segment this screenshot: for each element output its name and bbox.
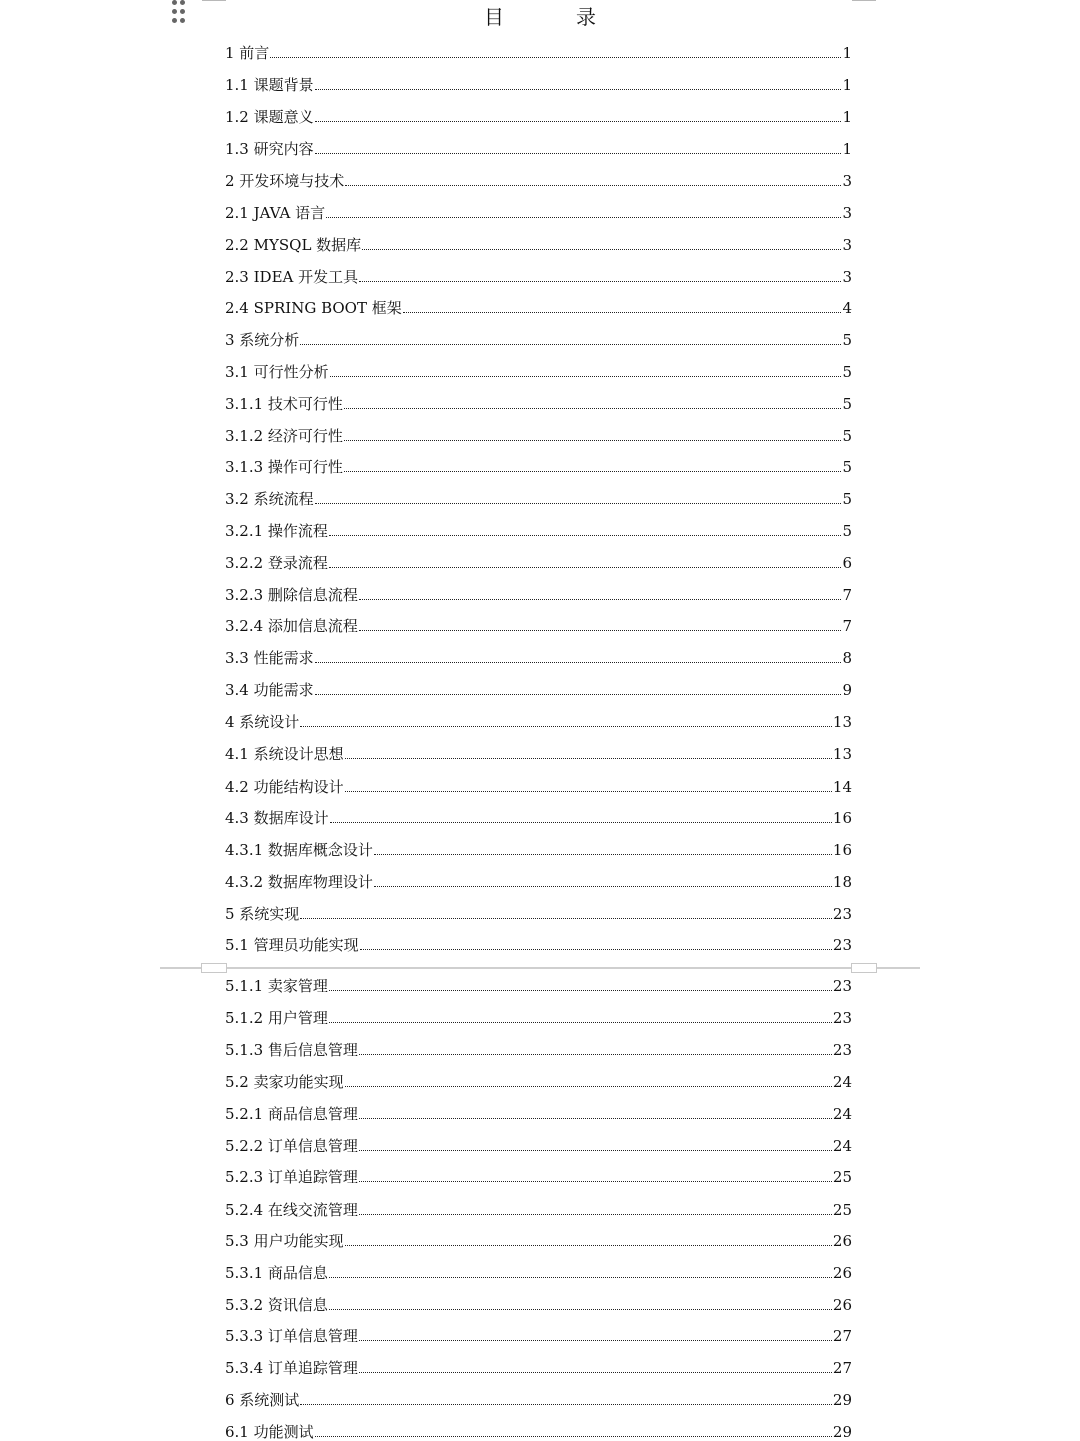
toc-entry[interactable] [225, 1294, 852, 1314]
toc-entry-label: 1.2 课题意义 [225, 108, 314, 126]
toc-page-number: 23 [832, 977, 852, 995]
toc-entry[interactable] [225, 743, 852, 763]
toc-entry[interactable] [225, 520, 852, 540]
toc-entry-label: 3.4 功能需求 [225, 681, 314, 699]
toc-entry-label: 6.1 功能测试 [225, 1423, 314, 1441]
toc-entry[interactable] [225, 393, 852, 413]
toc-dot-leader [330, 375, 842, 377]
toc-page-number: 23 [832, 936, 852, 954]
toc-dot-leader [326, 216, 841, 218]
toc-entry[interactable] [225, 488, 852, 508]
toc-dot-leader [315, 693, 842, 695]
toc-entry-label: 3.1.3 操作可行性 [225, 458, 343, 476]
toc-dot-leader [359, 1053, 832, 1055]
toc-page-number: 16 [832, 809, 852, 827]
toc-dot-leader [359, 1180, 832, 1182]
toc-entry-label: 1 前言 [225, 44, 270, 62]
toc-dot-leader [300, 725, 832, 727]
toc-page-number: 3 [842, 172, 852, 190]
toc-page-number: 6 [842, 554, 852, 572]
toc-entry[interactable] [225, 1262, 852, 1282]
toc-page-number: 13 [832, 713, 852, 731]
toc-page-number: 23 [832, 1041, 852, 1059]
toc-entry-label: 4.3.1 数据库概念设计 [225, 841, 373, 859]
toc-dot-leader [362, 248, 841, 250]
toc-entry[interactable] [225, 202, 852, 222]
toc-page-number: 5 [842, 331, 852, 349]
toc-dot-leader [345, 1085, 832, 1087]
toc-page-number: 23 [832, 905, 852, 923]
toc-entry-label: 3.2.2 登录流程 [225, 554, 328, 572]
toc-dot-leader [374, 885, 832, 887]
toc-page-number: 8 [842, 649, 852, 667]
toc-entry-label: 1.1 课题背景 [225, 76, 314, 94]
toc-entry[interactable] [225, 361, 852, 381]
toc-page-number: 14 [832, 778, 852, 796]
toc-page-number: 1 [842, 140, 852, 158]
toc-page-number: 24 [832, 1073, 852, 1091]
toc-entry[interactable] [225, 170, 852, 190]
toc-entry-label: 3 系统分析 [225, 331, 300, 349]
toc-entry[interactable] [225, 74, 852, 94]
toc-dot-leader [374, 853, 832, 855]
toc-entry[interactable] [225, 903, 852, 923]
toc-entry[interactable] [225, 266, 852, 286]
toc-entry[interactable] [225, 679, 852, 699]
toc-dot-leader [329, 534, 842, 536]
toc-entry[interactable] [225, 1071, 852, 1091]
toc-page-number: 29 [832, 1423, 852, 1441]
toc-entry-label: 5.3.2 资讯信息 [225, 1296, 328, 1314]
toc-entry-label: 5.2.4 在线交流管理 [225, 1201, 358, 1219]
toc-entry-label: 3.1 可行性分析 [225, 363, 329, 381]
toc-entry-label: 4.3 数据库设计 [225, 809, 329, 827]
toc-dot-leader [315, 120, 842, 122]
toc-entry-label: 5.3.1 商品信息 [225, 1264, 328, 1282]
toc-entry-label: 2.4 SPRING BOOT 框架 [225, 299, 402, 317]
toc-page-number: 9 [842, 681, 852, 699]
toc-page-number: 3 [842, 236, 852, 254]
toc-entry[interactable] [225, 839, 852, 859]
toc-entry-label: 4.3.2 数据库物理设计 [225, 873, 373, 891]
toc-dot-leader [270, 56, 841, 58]
toc-entry[interactable] [225, 1039, 852, 1059]
toc-entry-label: 2.2 MYSQL 数据库 [225, 236, 362, 254]
toc-entry-label: 3.1.2 经济可行性 [225, 427, 343, 445]
toc-entry[interactable] [225, 1007, 852, 1027]
toc-entry[interactable] [225, 1325, 852, 1345]
toc-page-number: 1 [842, 44, 852, 62]
toc-entry-label: 3.2.3 删除信息流程 [225, 586, 358, 604]
toc-entry-label: 1.3 研究内容 [225, 140, 314, 158]
toc-dot-leader [403, 311, 842, 313]
toc-dot-leader [315, 152, 842, 154]
toc-entry[interactable] [225, 711, 852, 731]
toc-dot-leader [359, 1339, 832, 1341]
toc-entry[interactable] [225, 807, 852, 827]
toc-entry[interactable] [225, 42, 852, 62]
toc-dot-leader [345, 757, 832, 759]
toc-dot-leader [300, 343, 841, 345]
toc-page-number: 26 [832, 1296, 852, 1314]
toc-dot-leader [329, 989, 832, 991]
toc-entry-label: 5.3.3 订单信息管理 [225, 1327, 358, 1345]
toc-entry-label: 5.2 卖家功能实现 [225, 1073, 344, 1091]
toc-dot-leader [360, 948, 832, 950]
toc-page-number: 3 [842, 268, 852, 286]
toc-entry-label: 3.2 系统流程 [225, 490, 314, 508]
toc-entry[interactable] [225, 647, 852, 667]
toc-entry[interactable] [225, 1166, 852, 1186]
toc-entry-label: 5.1.1 卖家管理 [225, 977, 328, 995]
toc-entry[interactable] [225, 329, 852, 349]
toc-page-number: 5 [842, 427, 852, 445]
toc-page-number: 27 [832, 1327, 852, 1345]
toc-title: 目录 [484, 5, 668, 29]
toc-entry[interactable] [225, 297, 852, 317]
toc-entry-label: 5.1 管理员功能实现 [225, 936, 359, 954]
toc-page-number: 3 [842, 204, 852, 222]
toc-entry[interactable] [225, 584, 852, 604]
toc-dot-leader [315, 661, 842, 663]
toc-dot-leader [315, 88, 842, 90]
toc-entry[interactable] [225, 425, 852, 445]
toc-page-number: 1 [842, 76, 852, 94]
toc-dot-leader [329, 566, 842, 568]
toc-entry[interactable] [225, 776, 852, 796]
page-corner-mark-bottom-left [201, 963, 227, 973]
toc-entry[interactable] [225, 1230, 852, 1250]
toc-page-number: 1 [842, 108, 852, 126]
toc-entry-label: 4.2 功能结构设计 [225, 778, 344, 796]
toc-dot-leader [300, 917, 832, 919]
toc-page-number: 25 [832, 1168, 852, 1186]
toc-page-number: 27 [832, 1359, 852, 1377]
toc-dot-leader [359, 1117, 832, 1119]
toc-page-number: 16 [832, 841, 852, 859]
toc-dot-leader [329, 1276, 832, 1278]
toc-dot-leader [344, 407, 842, 409]
toc-dot-leader [345, 184, 841, 186]
toc-page-number: 18 [832, 873, 852, 891]
toc-dot-leader [344, 470, 842, 472]
toc-page-number: 13 [832, 745, 852, 763]
toc-page-number: 5 [842, 490, 852, 508]
toc-entry[interactable] [225, 1357, 852, 1377]
toc-entry[interactable] [225, 106, 852, 126]
toc-page-number: 5 [842, 395, 852, 413]
toc-entry-label: 5.3 用户功能实现 [225, 1232, 344, 1250]
toc-entry-label: 6 系统测试 [225, 1391, 300, 1409]
toc-dot-leader [330, 821, 832, 823]
toc-entry-label: 5.3.4 订单追踪管理 [225, 1359, 358, 1377]
toc-dot-leader [300, 1403, 832, 1405]
toc-dot-leader [359, 598, 842, 600]
toc-dot-leader [345, 790, 832, 792]
toc-dot-leader [315, 502, 842, 504]
toc-entry-label: 4.1 系统设计思想 [225, 745, 344, 763]
toc-page-number: 26 [832, 1264, 852, 1282]
page-break-divider [160, 967, 920, 969]
toc-entry[interactable] [225, 1389, 852, 1409]
toc-page-number: 24 [832, 1105, 852, 1123]
toc-entry-label: 3.3 性能需求 [225, 649, 314, 667]
toc-page-number: 7 [842, 617, 852, 635]
toc-entry[interactable] [225, 871, 852, 891]
toc-dot-leader [344, 439, 842, 441]
toc-dot-leader [329, 1308, 832, 1310]
toc-entry[interactable] [225, 1135, 852, 1155]
toc-entry-label: 3.2.1 操作流程 [225, 522, 328, 540]
toc-entry[interactable] [225, 456, 852, 476]
toc-page-number: 25 [832, 1201, 852, 1219]
toc-dot-leader [359, 280, 841, 282]
toc-entry-label: 5 系统实现 [225, 905, 300, 923]
toc-entry-label: 5.2.3 订单追踪管理 [225, 1168, 358, 1186]
toc-entry-label: 3.2.4 添加信息流程 [225, 617, 358, 635]
toc-entry-label: 2.3 IDEA 开发工具 [225, 268, 359, 286]
toc-entry-label: 5.1.2 用户管理 [225, 1009, 328, 1027]
toc-page-number: 5 [842, 522, 852, 540]
toc-entry[interactable] [225, 975, 852, 995]
toc-entry[interactable] [225, 234, 852, 254]
toc-entry-label: 5.2.1 商品信息管理 [225, 1105, 358, 1123]
toc-entry-label: 2 开发环境与技术 [225, 172, 345, 190]
toc-entry[interactable] [225, 615, 852, 635]
toc-page-number: 26 [832, 1232, 852, 1250]
toc-entry[interactable] [225, 1199, 852, 1219]
toc-page-number: 7 [842, 586, 852, 604]
toc-page-number: 29 [832, 1391, 852, 1409]
toc-dot-leader [359, 629, 842, 631]
toc-entry-label: 4 系统设计 [225, 713, 300, 731]
toc-entry-label: 3.1.1 技术可行性 [225, 395, 343, 413]
toc-entry[interactable] [225, 138, 852, 158]
toc-entry[interactable] [225, 1421, 852, 1441]
toc-page-number: 5 [842, 363, 852, 381]
toc-dot-leader [315, 1435, 832, 1437]
toc-page-number: 5 [842, 458, 852, 476]
toc-dot-leader [329, 1021, 832, 1023]
toc-dot-leader [359, 1371, 832, 1373]
toc-entry[interactable] [225, 552, 852, 572]
toc-entry-label: 5.1.3 售后信息管理 [225, 1041, 358, 1059]
toc-dot-leader [345, 1244, 832, 1246]
toc-entry-label: 2.1 JAVA 语言 [225, 204, 326, 222]
toc-page-number: 23 [832, 1009, 852, 1027]
page-corner-mark-bottom-right [851, 963, 877, 973]
toc-dot-leader [359, 1213, 832, 1215]
toc-entry-label: 5.2.2 订单信息管理 [225, 1137, 358, 1155]
toc-entry[interactable] [225, 934, 852, 954]
toc-entry[interactable] [225, 1103, 852, 1123]
toc-page-number: 4 [842, 299, 852, 317]
toc-page-number: 24 [832, 1137, 852, 1155]
toc-dot-leader [359, 1149, 832, 1151]
